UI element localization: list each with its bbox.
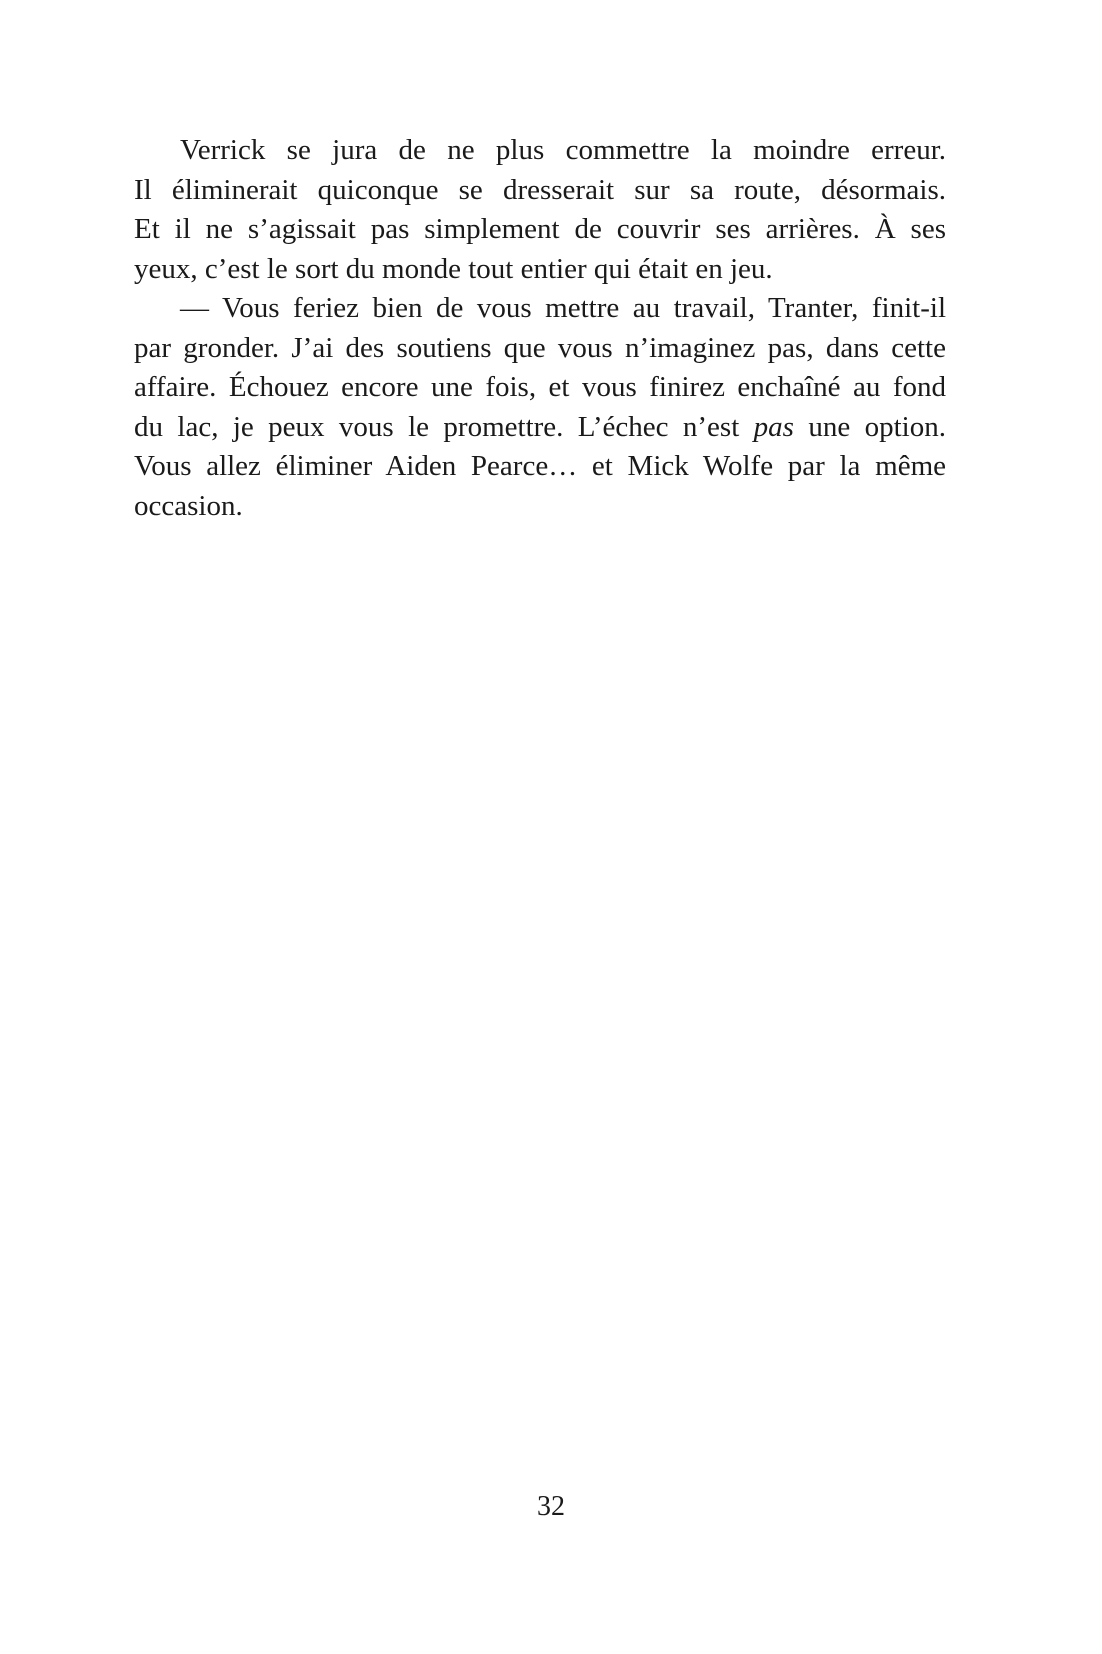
text-line: — Vous feriez bien de vous mettre au travail, Tranter, finit-il [180,292,946,324]
body-text [134,131,946,526]
text-line: affaire. Échouez encore une fois, et vous finirez enchaîné au fond [134,371,946,403]
text-line: Verrick se jura de ne plus commettre la moindre erreur. [180,134,946,166]
page-number: 32 [537,1491,565,1522]
text-line [134,408,946,448]
text-line: occasion. [134,489,243,522]
text-segment: du lac, je peux vous le promettre. L’échec n’est [134,410,754,443]
text-line: Il éliminerait quiconque se dresserait sur sa route, désormais. [134,173,946,206]
paragraph-1 [134,131,946,289]
text-line: Vous allez éliminer Aiden Pearce… et Mick Wolfe par la même [134,450,946,482]
text-line: par gronder. J’ai des soutiens que vous n’imaginez pas, dans cette [134,331,946,364]
text-segment: une option. [793,410,946,443]
text-line: Et il ne s’agissait pas simplement de couvrir ses arrières. À ses [134,213,946,245]
italic-word: pas [753,410,794,443]
paragraph-2 [134,289,946,526]
text-line: yeux, c’est le sort du monde tout entier qui était en jeu. [134,252,773,285]
